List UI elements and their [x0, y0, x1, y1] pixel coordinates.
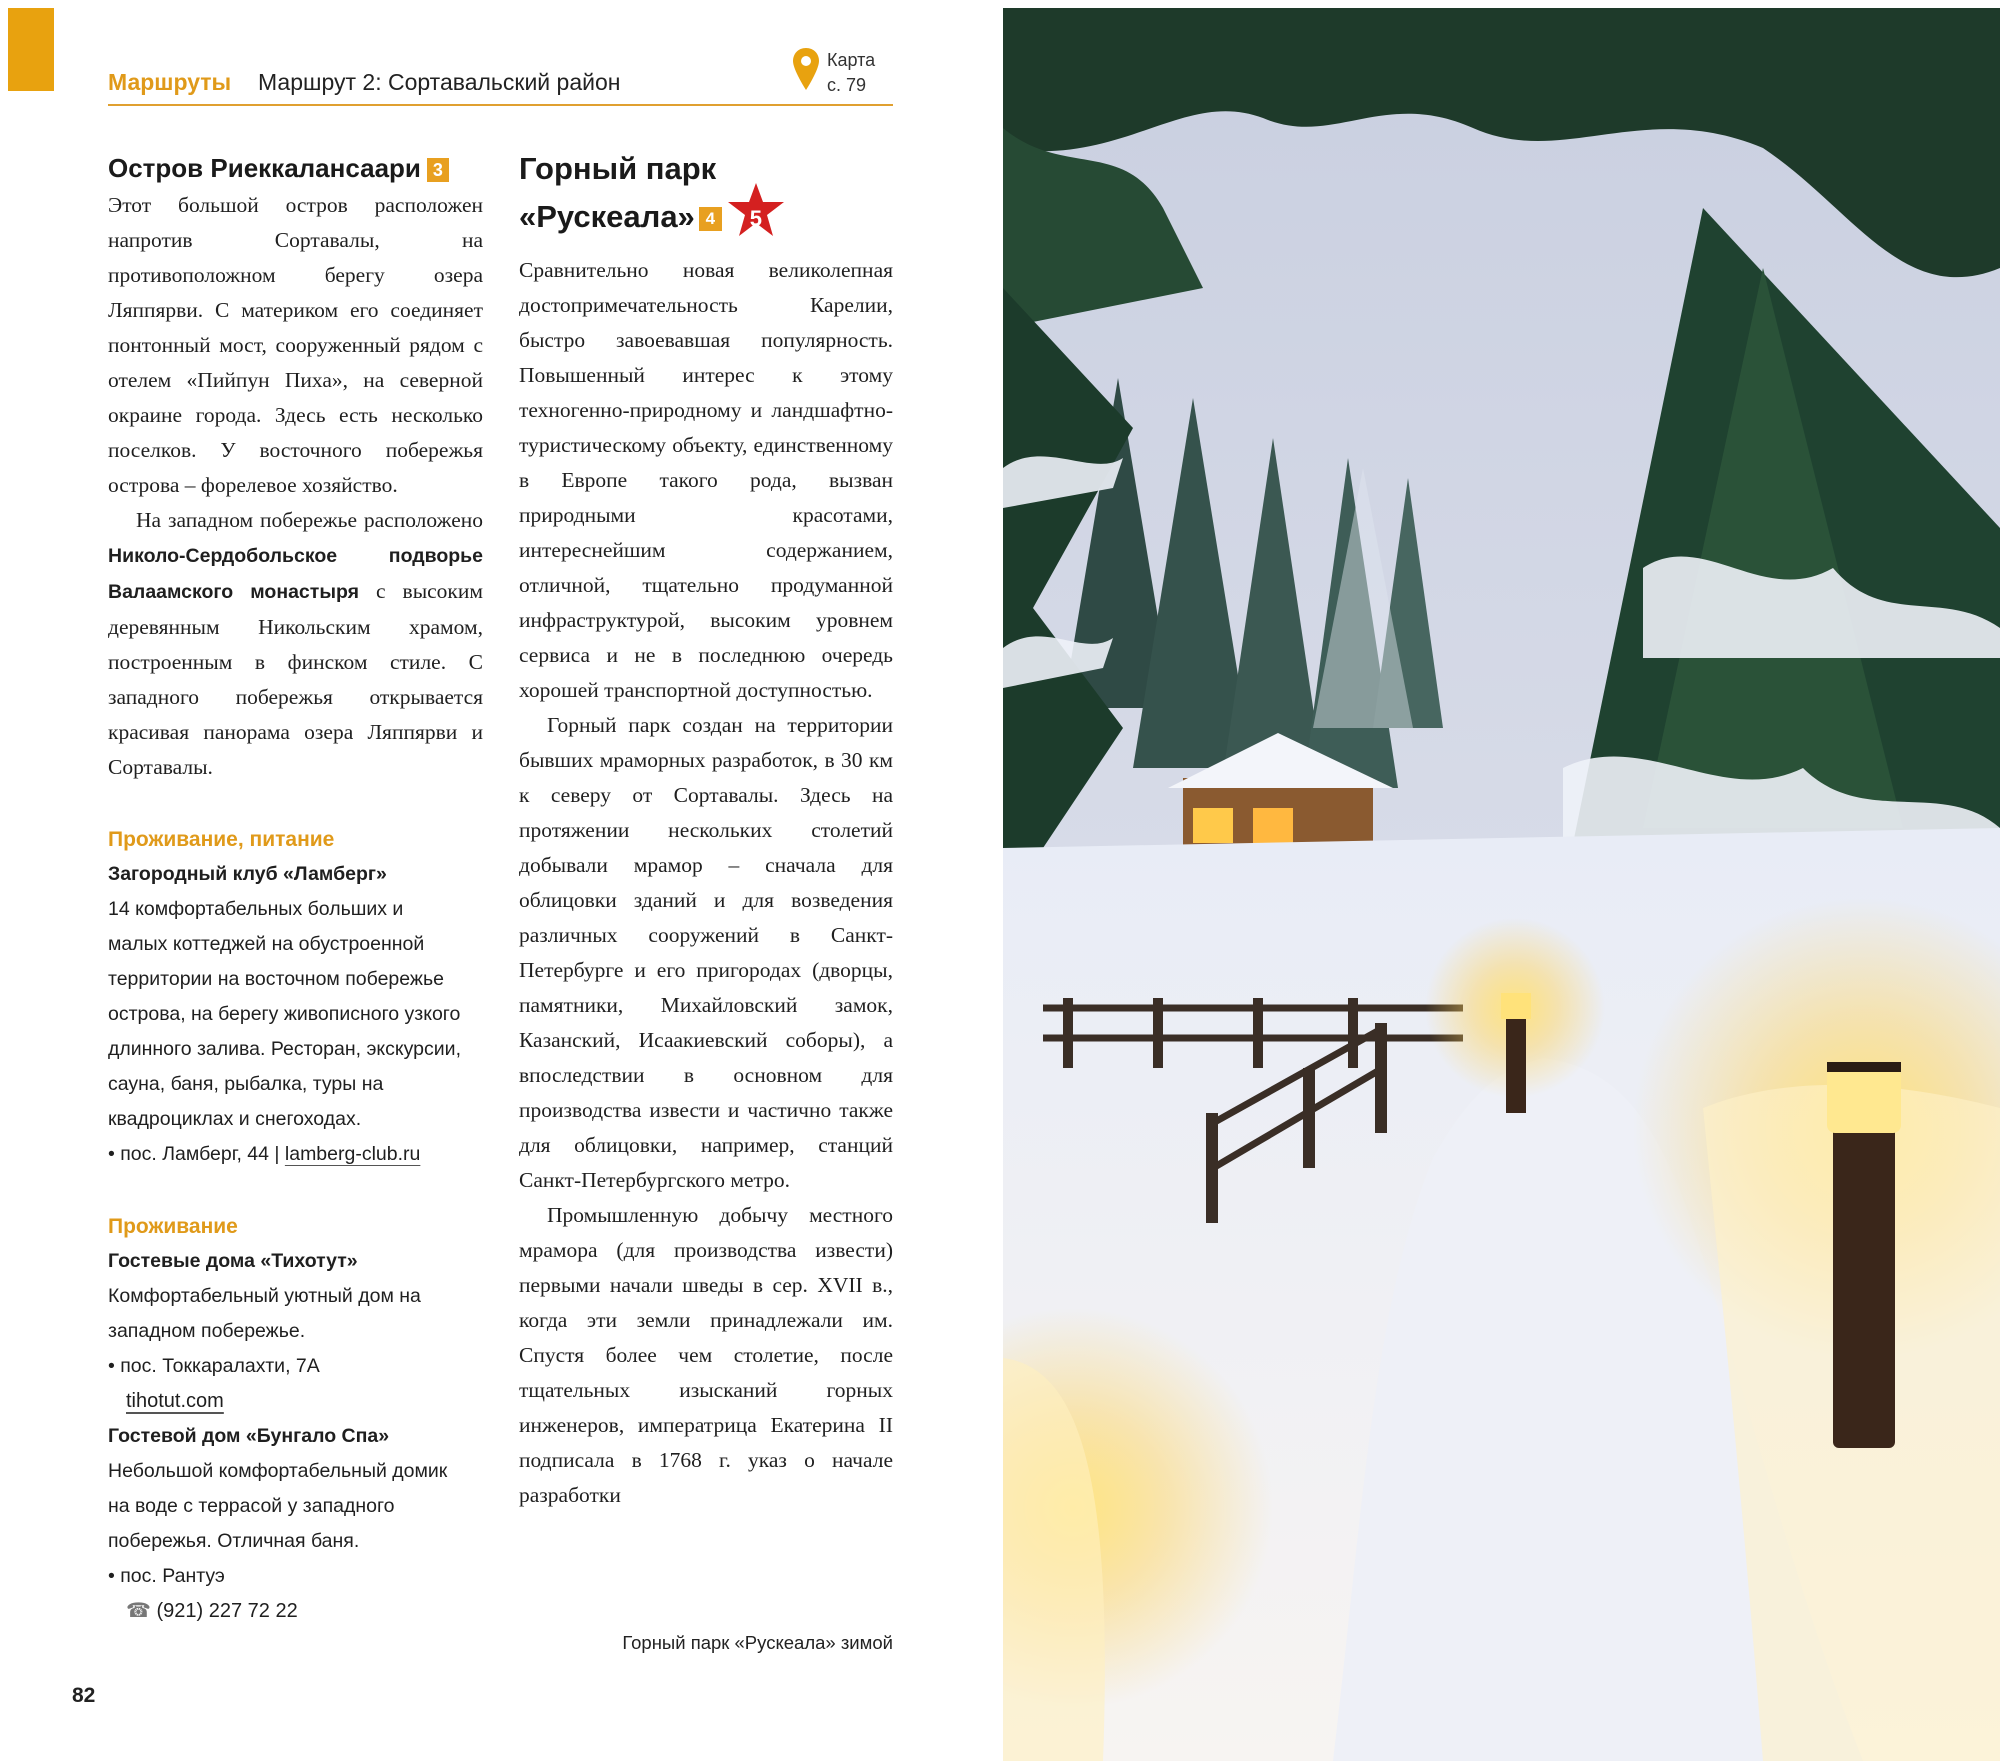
phone-icon: ☎ [126, 1600, 151, 1622]
winter-park-photo [1003, 8, 2000, 1761]
running-header [108, 52, 893, 106]
photo-caption: Горный парк «Рускеала» зимой [622, 1632, 893, 1653]
venue-address: • пос. Ламберг, 44 | lamberg-club.ru [108, 1143, 421, 1165]
paragraph: Промышленную добычу местного мрамора (для производства извести) первыми начали шведы в сер. XVII в., когда эти земли принадлежали им. Спустя более чем столетие, после тщательных изысканий горных инженеров, императрица Екатерина II подписала в 1768 г. указ о начале разработки [519, 1203, 893, 1507]
map-label: Карта [827, 50, 876, 70]
star-number: 5 [749, 205, 762, 231]
venue-name: Загородный клуб «Ламберг» [108, 863, 387, 885]
map-marker-badge: 3 [427, 158, 449, 182]
venue-name: Гостевой дом «Бунгало Спа» [108, 1425, 390, 1447]
section-title [519, 145, 893, 241]
info-heading: Проживание [108, 1215, 238, 1238]
venue-phone [108, 1594, 483, 1629]
address-text: пос. Рантуэ [120, 1565, 225, 1587]
paragraph: Этот большой остров расположен напротив Сортавалы, на противоположном берегу озера Ляппярви. С материком его соединяет понтонный мост, сооруженный рядом с отелем «Пийпун Пиха», на северной окраине города. Здесь есть несколько поселков. У восточного побережья острова – форелевое хозяйство. [108, 193, 483, 497]
venue-description: Небольшой комфортабельный домик на воде с террасой у западного побережья. Отличная баня. [108, 1460, 448, 1552]
left-column [108, 148, 483, 1629]
header-section: Маршруты [108, 69, 232, 95]
venue-description: 14 комфортабельных больших и малых коттеджей на обустроенной территории на восточном побережье острова, на берегу живописного узкого длинного залива. Ресторан, экскурсии, сауна, баня, рыбалка, туры на квадроциклах и снегоходах. [108, 898, 461, 1130]
info-box-lodging [108, 1209, 483, 1629]
rating-star-badge [726, 181, 786, 239]
section-title-text: Остров Риеккалансаари [108, 153, 421, 183]
venue-website [108, 1384, 483, 1419]
website-link[interactable]: tihotut.com [126, 1390, 224, 1412]
venue-name: Гостевые дома «Тихотут» [108, 1250, 358, 1272]
paragraph-text: На западном побережье расположено [136, 508, 483, 532]
map-marker-badge: 4 [699, 207, 722, 231]
page-number: 82 [72, 1684, 96, 1707]
snowy-forest-illustration [1003, 8, 2000, 1761]
address-text: пос. Токкаралахти, 7А [120, 1355, 320, 1377]
section-tab [8, 8, 54, 91]
map-page: с. 79 [827, 75, 867, 95]
highlight-text: Николо-Сердобольское подворье Валаамского монастыря [108, 545, 483, 603]
header-route-title: Маршрут 2: Сортавальский район [258, 69, 621, 95]
section-title-line: Горный парк [519, 151, 717, 186]
website-link[interactable]: lamberg-club.ru [284, 1143, 421, 1165]
separator: | [274, 1143, 280, 1165]
section-title-line: «Рускеала» [519, 199, 695, 234]
phone-number: (921) 227 72 22 [156, 1600, 298, 1622]
venue-address: • пос. Рантуэ [108, 1565, 225, 1587]
address-text: пос. Ламберг, 44 [120, 1143, 269, 1165]
paragraph: Горный парк создан на территории бывших мраморных разработок, в 30 км к северу от Сортавалы. Здесь на протяжении нескольких столетий добывали мрамор – сначала для облицовки зданий и для возведения различных сооружений в Санкт-Петербурге и его пригородах (дворцы, памятники, Михайловский замок, Казанский, Исаакиевский соборы), а впоследствии в основном для производства извести и частично также для облицовки, например, станций Санкт-Петербургского метро. [519, 713, 893, 1192]
info-box-lodging-dining [108, 822, 483, 1172]
info-heading: Проживание, питание [108, 828, 335, 851]
paragraph: Сравнительно новая великолепная достопримечательность Карелии, быстро завоевавшая популярность. Повышенный интерес к этому техногенно-природному и ландшафтно-туристическому объекту, единственному в Европе такого рода, вызван природными красотами, интереснейшим содержанием, отличной, тщательно продуманной инфраструктурой, высоким уровнем сервиса и не в последнюю очередь хорошей транспортной доступностью. [519, 258, 893, 702]
map-pin-icon [791, 46, 821, 92]
map-reference [827, 48, 875, 98]
venue-address: • пос. Токкаралахти, 7А [108, 1355, 320, 1377]
section-title [108, 148, 483, 188]
paragraph [108, 503, 483, 785]
paragraph-text: с высоким деревянным Никольским храмом, построенным в финском стиле. С западного побережья открывается красивая панорама озера Ляппярви и Сортавалы. [108, 579, 483, 779]
middle-column [519, 145, 893, 1513]
venue-description: Комфортабельный уютный дом на западном побережье. [108, 1285, 421, 1342]
